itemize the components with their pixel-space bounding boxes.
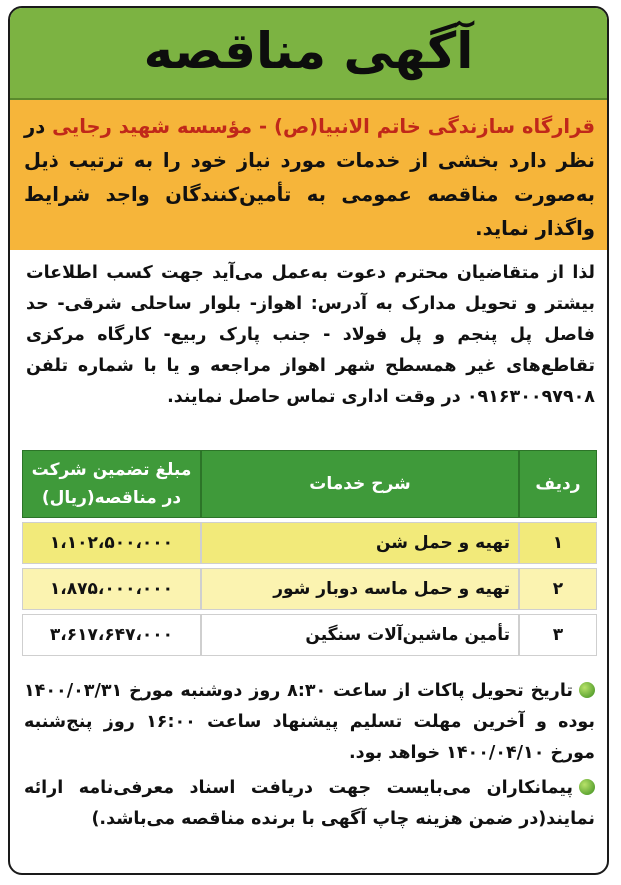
table-header-row: [22, 450, 597, 518]
row-index: ۳: [519, 614, 597, 656]
table-row: [22, 522, 597, 564]
row-description: تهیه و حمل شن: [201, 522, 519, 564]
tender-ad-frame: [8, 6, 609, 875]
green-dot-icon: [579, 779, 595, 795]
notes-section: [10, 676, 607, 839]
organization-name: قرارگاه سازندگی خاتم الانبیا(ص) - مؤسسه شهید رجایی: [52, 115, 596, 138]
contact-paragraph: لذا از متقاضیان محترم دعوت به‌عمل می‌آید جهت کسب اطلاعات بیشتر و تحویل مدارک به آدرس: اهواز- بلوار ساحلی شرقی- حد فاصل پل پنجم و پل فولاد - جنب پارک ربیع- کارگاه مرکزی تقاطع‌های غیر همسطح شهر اهواز مراجعه و یا با شماره تلفن ۰۹۱۶۳۰۰۹۷۹۰۸ در وقت اداری تماس حاصل نمایند.: [26, 263, 595, 407]
header-index: ردیف: [519, 450, 597, 518]
row-description: تأمین ماشین‌آلات سنگین: [201, 614, 519, 656]
row-amount: ۱،۱۰۲،۵۰۰،۰۰۰: [22, 522, 201, 564]
services-table: [22, 446, 597, 660]
intro-section: [10, 100, 607, 250]
intro-text: در نظر دارد بخشی از خدمات مورد نیاز خود را به ترتیب ذیل به‌صورت مناقصه عمومی به تأمین‌کنندگان واجد شرایط واگذار نماید.: [24, 115, 595, 240]
header-amount: مبلغ تضمین شرکت در مناقصه(ریال): [22, 450, 201, 518]
row-description: تهیه و حمل ماسه دوبار شور: [201, 568, 519, 610]
title-banner: [10, 8, 607, 100]
note-item: [24, 676, 595, 769]
table-row: [22, 568, 597, 610]
row-index: ۱: [519, 522, 597, 564]
note-text: پیمانکاران می‌بایست جهت دریافت اسناد معرفی‌نامه ارائه نمایند(در ضمن هزینه چاپ آگهی با برنده مناقصه می‌باشد.): [24, 778, 595, 829]
page-title: آگهی مناقصه: [143, 22, 474, 80]
row-amount: ۳،۶۱۷،۶۴۷،۰۰۰: [22, 614, 201, 656]
row-index: ۲: [519, 568, 597, 610]
header-description: شرح خدمات: [201, 450, 519, 518]
note-text: تاریخ تحویل پاکات از ساعت ۸:۳۰ روز دوشنبه مورخ ۱۴۰۰/۰۳/۳۱ بوده و آخرین مهلت تسلیم پیشنهاد ساعت ۱۶:۰۰ روز پنج‌شنبه مورخ ۱۴۰۰/۰۴/۱۰ خواهد بود.: [24, 681, 595, 763]
green-dot-icon: [579, 682, 595, 698]
note-item: [24, 773, 595, 835]
table-row: [22, 614, 597, 656]
row-amount: ۱،۸۷۵،۰۰۰،۰۰۰: [22, 568, 201, 610]
